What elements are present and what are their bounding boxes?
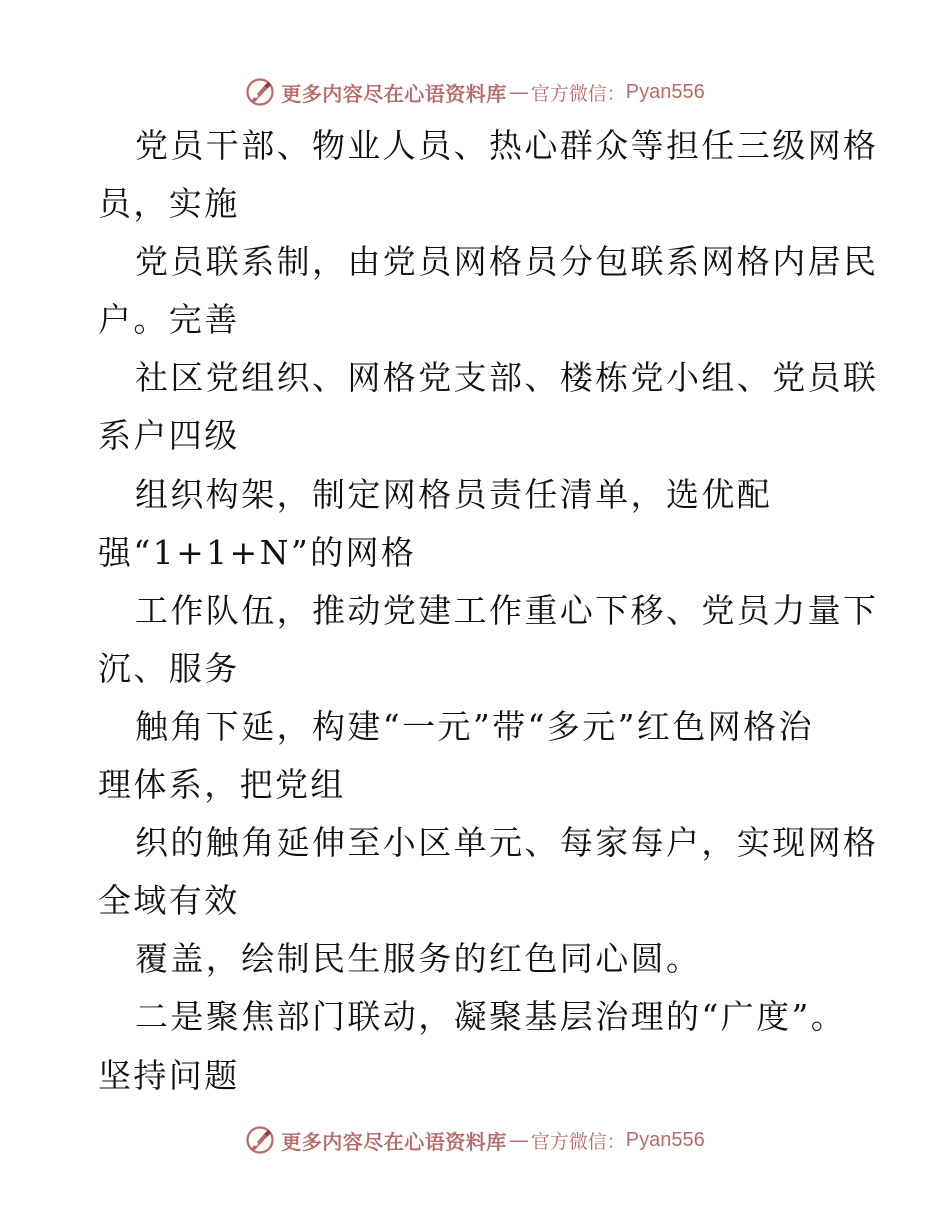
wechat-id: Pyan556 bbox=[625, 1128, 705, 1151]
body-line: 织的触角延伸至小区单元、每家每户，实现网格 bbox=[135, 823, 879, 863]
body-line: 触角下延，构建“一元”带“多元”红色网格治 bbox=[135, 706, 814, 746]
body-line: 系户四级 bbox=[98, 416, 240, 456]
watermark-separator: — bbox=[508, 80, 529, 104]
body-line: 党员联系制，由党员网格员分包联系网格内居民 bbox=[135, 242, 879, 282]
body-line: 社区党组织、网格党支部、楼栋党小组、党员联 bbox=[135, 358, 879, 398]
body-line: 坚持问题 bbox=[98, 1055, 240, 1095]
body-line: 工作队伍，推动党建工作重心下移、党员力量下 bbox=[135, 590, 879, 630]
footer-watermark bbox=[0, 1120, 950, 1160]
body-line: 覆盖，绘制民生服务的红色同心圆。 bbox=[135, 939, 702, 979]
wechat-label: 官方微信： bbox=[530, 1130, 626, 1153]
header-watermark bbox=[0, 72, 950, 112]
body-line: 党员干部、物业人员、热心群众等担任三级网格 bbox=[135, 126, 879, 165]
document-body bbox=[98, 117, 879, 1105]
watermark-text: 更多内容尽在心语资料库 bbox=[281, 1129, 507, 1154]
body-line: 理体系，把党组 bbox=[98, 765, 346, 805]
body-line: 员，实施 bbox=[98, 184, 240, 224]
body-line: 全域有效 bbox=[98, 881, 240, 921]
body-line: 户。完善 bbox=[98, 300, 240, 340]
pen-logo-icon bbox=[245, 1125, 275, 1155]
wechat-id: Pyan556 bbox=[625, 80, 705, 103]
watermark-separator: — bbox=[508, 1128, 529, 1152]
pen-logo-icon bbox=[245, 77, 275, 107]
wechat-label: 官方微信： bbox=[530, 82, 626, 105]
body-line: 二是聚焦部门联动，凝聚基层治理的“广度”。 bbox=[135, 997, 847, 1037]
body-line: 强“1+1+N”的网格 bbox=[98, 532, 417, 572]
body-line: 沉、服务 bbox=[98, 648, 240, 688]
watermark-text: 更多内容尽在心语资料库 bbox=[281, 81, 507, 106]
body-line: 组织构架，制定网格员责任清单，选优配 bbox=[135, 474, 773, 514]
